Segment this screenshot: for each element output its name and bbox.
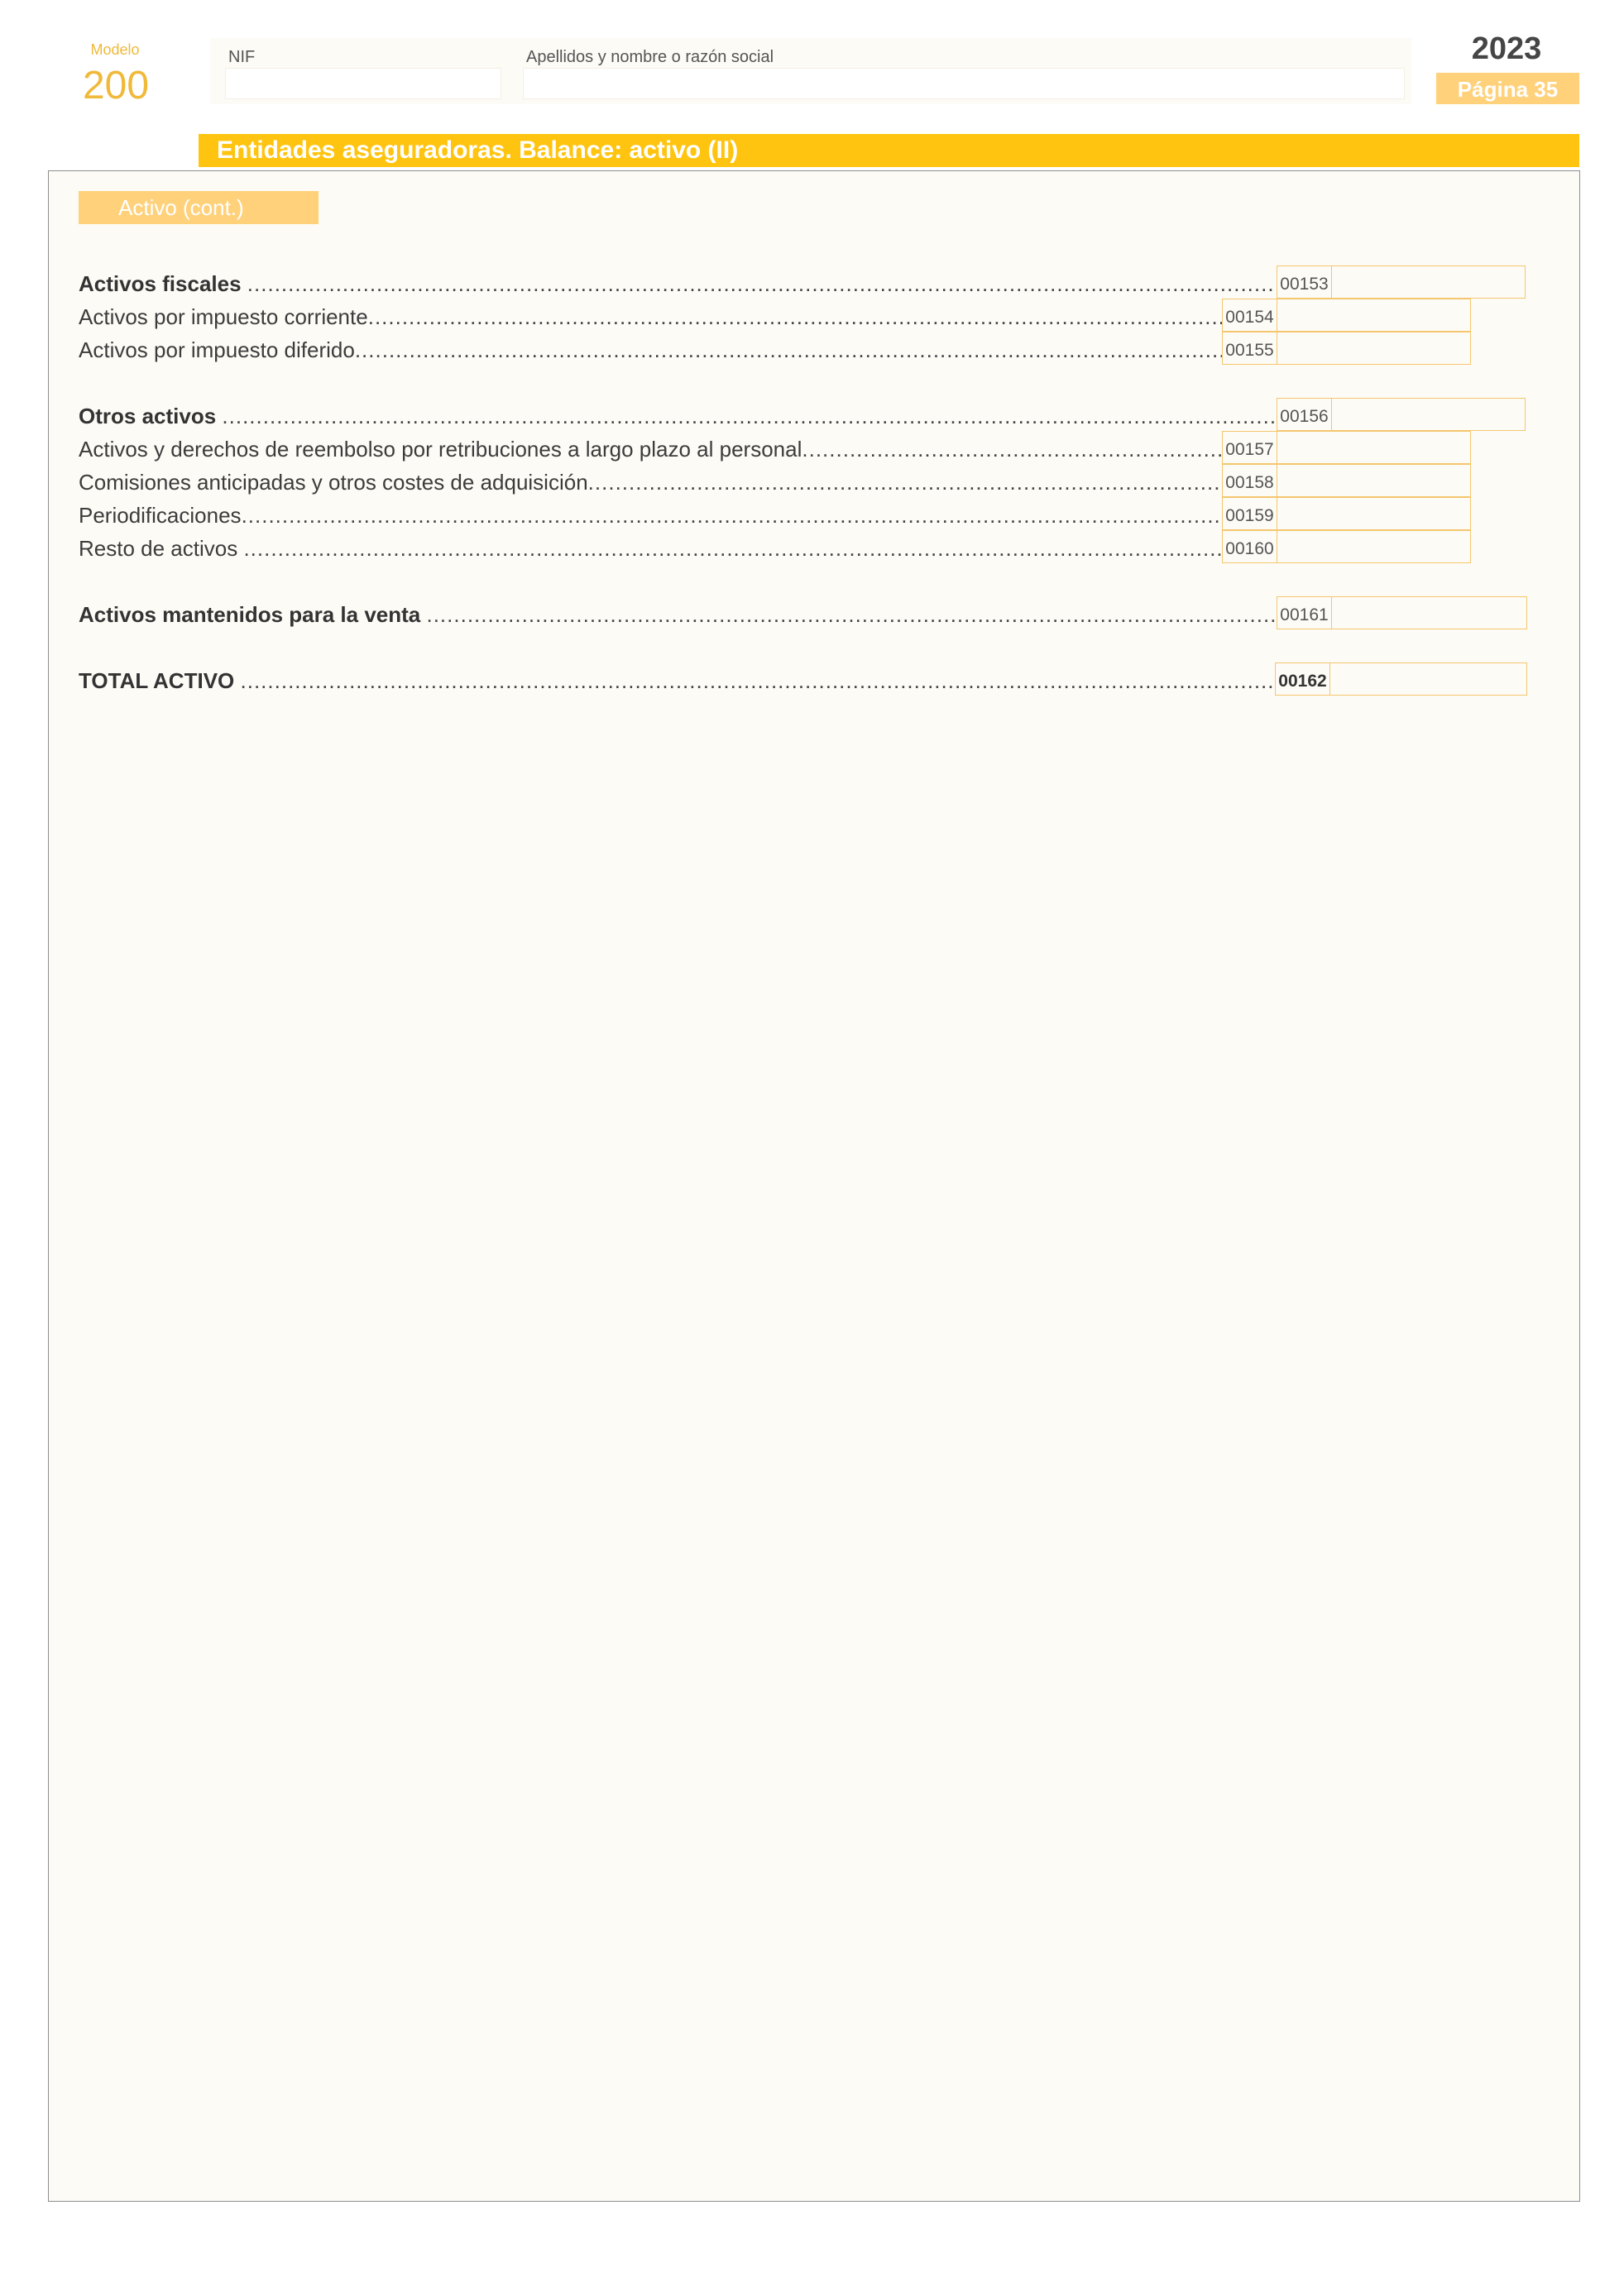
nif-label: NIF	[228, 48, 256, 66]
cell-00158[interactable]	[1222, 464, 1471, 497]
page-badge: Página 35	[1436, 73, 1579, 104]
cell-00159[interactable]	[1222, 497, 1471, 530]
row-label-00153	[79, 267, 1296, 300]
name-label: Apellidos y nombre o razón social	[526, 48, 774, 66]
row-label-00162	[79, 664, 1296, 697]
row-label-00157	[79, 433, 1242, 466]
code-00161: 00161	[1277, 597, 1332, 629]
modelo-label: Modelo	[90, 41, 140, 58]
cell-00161[interactable]	[1277, 596, 1527, 629]
code-00162: 00162	[1276, 663, 1330, 695]
cell-00155[interactable]	[1222, 332, 1471, 365]
value-00155[interactable]	[1277, 332, 1470, 364]
code-00155: 00155	[1223, 332, 1277, 364]
row-label-00158	[79, 466, 1242, 499]
year: 2023	[1471, 31, 1542, 66]
cell-00157[interactable]	[1222, 431, 1471, 464]
row-label-text: Activos por impuesto diferido	[79, 337, 355, 362]
row-label-00156	[79, 399, 1296, 433]
row-label-text: Comisiones anticipadas y otros costes de adquisición	[79, 470, 588, 495]
value-00153[interactable]	[1332, 266, 1525, 298]
subsection-tab: Activo (cont.)	[79, 191, 319, 224]
row-label-text: Activos y derechos de reembolso por retribuciones a largo plazo al personal	[79, 437, 802, 462]
nif-box	[210, 38, 508, 104]
row-label-text: Periodificaciones	[79, 503, 242, 528]
cell-00160[interactable]	[1222, 530, 1471, 563]
row-label-text: Activos fiscales	[79, 271, 242, 296]
modelo-number: 200	[82, 64, 150, 108]
code-00160: 00160	[1223, 531, 1277, 562]
code-00156: 00156	[1277, 399, 1332, 430]
section-title: Entidades aseguradoras. Balance: activo (II)	[199, 134, 1579, 167]
value-00158[interactable]	[1277, 465, 1470, 496]
row-label-text: TOTAL ACTIVO	[79, 668, 235, 693]
form-panel	[48, 170, 1580, 2202]
name-box	[508, 38, 1411, 104]
row-label-text: Otros activos	[79, 404, 217, 428]
row-label-00161	[79, 598, 1296, 631]
row-label-text: Resto de activos	[79, 536, 238, 561]
value-00161[interactable]	[1332, 597, 1526, 629]
cell-00162[interactable]	[1275, 662, 1527, 696]
row-label-00154	[79, 300, 1242, 333]
name-field[interactable]	[523, 68, 1405, 99]
value-00154[interactable]	[1277, 299, 1470, 331]
code-00154: 00154	[1223, 299, 1277, 331]
code-00159: 00159	[1223, 498, 1277, 529]
row-label-00159	[79, 499, 1242, 532]
value-00160[interactable]	[1277, 531, 1470, 562]
value-00156[interactable]	[1332, 399, 1525, 430]
row-label-text: Activos mantenidos para la venta	[79, 602, 421, 627]
row-label-text: Activos por impuesto corriente	[79, 304, 368, 329]
value-00157[interactable]	[1277, 432, 1470, 463]
row-label-00160	[79, 532, 1242, 565]
value-00159[interactable]	[1277, 498, 1470, 529]
row-label-00155	[79, 333, 1242, 366]
cell-00154[interactable]	[1222, 299, 1471, 332]
value-00162[interactable]	[1330, 663, 1526, 695]
cell-00153[interactable]	[1277, 265, 1526, 299]
code-00158: 00158	[1223, 465, 1277, 496]
code-00157: 00157	[1223, 432, 1277, 463]
cell-00156[interactable]	[1277, 398, 1526, 431]
nif-field[interactable]	[225, 68, 501, 99]
code-00153: 00153	[1277, 266, 1332, 298]
